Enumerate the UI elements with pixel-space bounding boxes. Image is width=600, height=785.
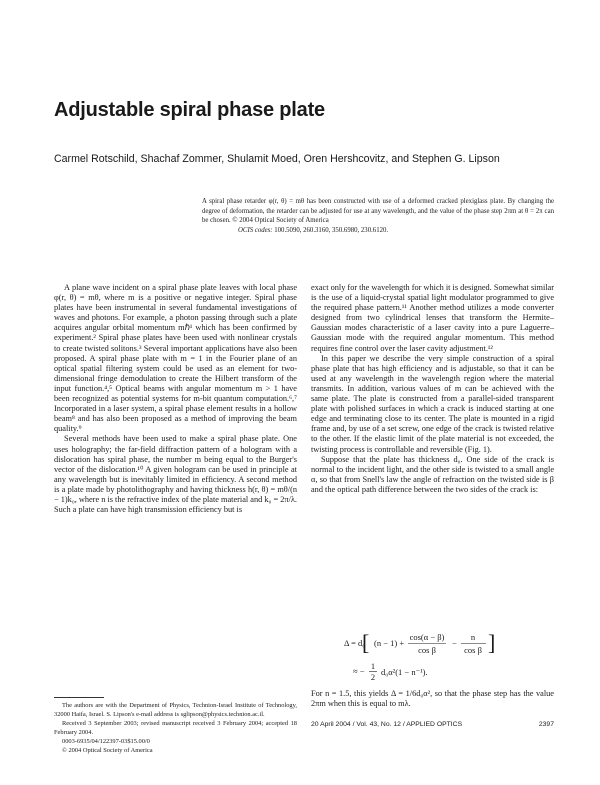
eq-bracket-left: [: [362, 630, 370, 655]
footnote-code: 0003-6935/04/122397-03$15.00/0: [62, 737, 150, 745]
eq-frac2-num: n: [470, 632, 476, 642]
eq-half-num: 1: [370, 661, 376, 671]
eq-bracket-right: ]: [488, 630, 496, 655]
article-title: Adjustable spiral phase plate: [54, 99, 325, 121]
eq-frac1-num: cos(α − β): [409, 632, 445, 642]
body-column-right: [311, 283, 554, 495]
eq-half-den: 2: [370, 672, 376, 682]
abstract-text: A spiral phase retarder φ(r, θ) = mθ has been constructed with use of a deformed cracked plexiglass plate. By changing the degree of deformation, the retarder can be adjusted for use at any wavelength, and the value of the phase step 2πm at θ = 2π can be chosen. © 2004 Optical Society of America: [202, 198, 554, 225]
footnote-dates: Received 3 September 2003; revised manuscript received 3 February 2004; accepted 18 February 2004.: [54, 719, 297, 736]
optical-path-equation: [330, 626, 560, 682]
ocis-codes: 100.5090, 260.3160, 350.6980, 230.6120.: [274, 226, 389, 234]
eq-lhs: Δ = d₀: [344, 638, 366, 648]
ocis-label: OCIS codes:: [238, 226, 273, 234]
paragraph: Suppose that the plate has thickness d₀. One side of the crack is normal to the incident light, and the other side is twisted to a small angle α, so that from Snell's law the angle of refraction on the twisted side is β and the optical path difference between the two sides of the crack is:: [311, 454, 554, 494]
author-list: Carmel Rotschild, Shachaf Zommer, Shulamit Moed, Oren Hershcovitz, and Stephen G. Lipson: [54, 153, 500, 165]
eq-frac1-den: cos β: [418, 645, 436, 655]
page-number: 2397: [538, 721, 554, 728]
footnotes: [54, 702, 297, 755]
paragraph: For n = 1.5, this yields Δ = 1/6d₀α², so that the phase step has the value 2πm when this is equal to mλ.: [311, 689, 554, 709]
footnote-affiliation: The authors are with the Department of Physics, Technion-Israel Institute of Technology, 32000 Haifa, Israel. S. Lipson's e-mail address is sglipson@physics.technion.ac.il.: [54, 702, 297, 718]
paragraph: In this paper we describe the very simple construction of a spiral phase plate that has high efficiency and is adjustable, so that it can be used at any wavelength in the wavelength region where the material transmits. In addition, various values of m can be achieved with the same plate. The plate is constructed from a parallel-sided transparent plate with polished surfaces in which a crack is induced starting at one edge and terminating close to its center. The plate is mounted in a rigid frame and, by use of a set screw, one edge of the crack is twisted relative to the other. If the elastic limit of the plate material is not exceeded, the twisting process is controllable and reversible (Fig. 1).: [311, 353, 554, 454]
post-equation-text: [311, 689, 554, 709]
journal-citation: 20 April 2004 / Vol. 43, No. 12 / APPLIED OPTICS: [311, 721, 463, 728]
eq-rhs: d₀α²(1 − n⁻¹).: [381, 667, 428, 677]
paragraph: Several methods have been used to make a spiral phase plate. One uses holography; the far-field diffraction pattern of a hologram with a dislocation has spiral phase, the number m being equal to the Burger's vector of the dislocation.¹⁰ A given hologram can be used in principle at any wavelength but is inevitably limited in efficiency. A second method is a plate made by photolithography and having thickness h(r, θ) = mθ/(n − 1)k₀, where n is the refractive index of the plate material and k₀ = 2π/λ. Such a plate can have high transmission efficiency but is: [54, 434, 297, 515]
paragraph: A plane wave incident on a spiral phase plate leaves with local phase φ(r, θ) = mθ, where m is a positive or negative integer. Spiral phase plates have been instrumental in several fundamental investigations of waves and photons. For example, a photon passing through such a plate acquires angular orbital momentum mℏ¹ which has been confirmed by experiment.² Spiral phase plates have been used with nonlinear crystals to create twisted solitons.³ Several important applications have also been proposed. A spiral phase plate with m = 1 in the Fourier plane of an optical spatial filtering system could be used as an element for two-dimensional fringe demodulation to create the Hilbert transform of the input function.⁴,⁵ Optical beams with angular momentum m > 1 have been recognized as potential systems for m-bit quantum computation.⁶,⁷ Incorporated in a laser system, a spiral phase element results in a hollow beam⁸ and has also been proposed as a method of improving the beam quality.⁹: [54, 283, 297, 434]
eq-frac2-den: cos β: [464, 645, 482, 655]
eq-approx: ≈ −: [353, 666, 365, 676]
footnote-divider: [54, 697, 104, 698]
body-column-left: [54, 283, 297, 515]
eq-minus: −: [452, 638, 457, 648]
running-footer: [311, 721, 554, 728]
abstract: [202, 197, 554, 235]
paragraph: exact only for the wavelength for which it is designed. Somewhat similar is the use of a liquid-crystal spatial light modulator programmed to give the required phase pattern.¹¹ Another method utilizes a mode converter designed from two cylindrical lenses that transform the Hermite–Gaussian modes characteristic of a laser cavity into a pure Laguerre–Gaussian mode with the required angular momentum. This method requires fine control over the laser cavity adjustment.¹²: [311, 283, 554, 353]
ocis-codes-line: [202, 226, 554, 236]
eq-term1: (n − 1) +: [374, 638, 405, 648]
footnote-copyright: © 2004 Optical Society of America: [62, 746, 153, 754]
